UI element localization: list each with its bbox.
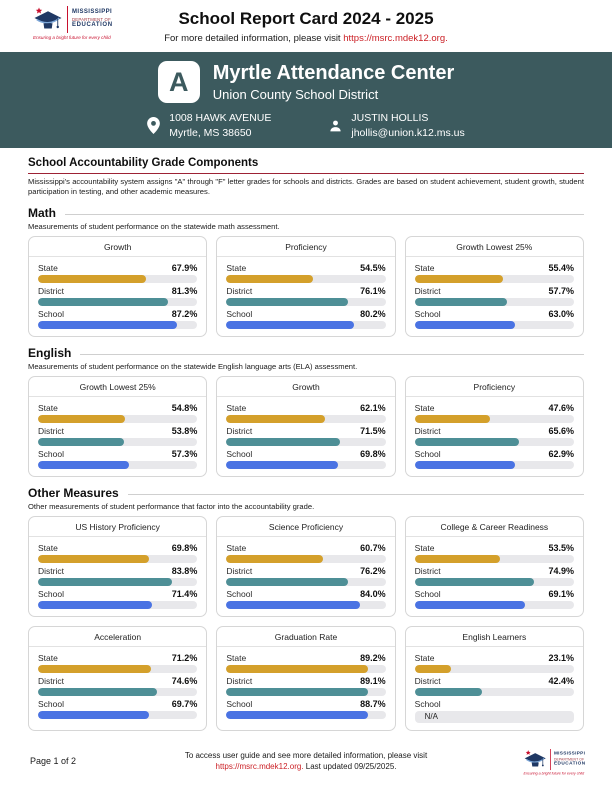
person-icon: [329, 119, 342, 133]
bar-fill-school: [226, 461, 337, 469]
card-body: [217, 397, 394, 476]
bar-track: [38, 688, 197, 696]
measure-label: District: [226, 286, 253, 297]
bar-track: [226, 275, 385, 283]
card-title: Graduation Rate: [217, 627, 394, 647]
measure-label: School: [414, 589, 441, 600]
mde-logo: [33, 6, 113, 40]
measure-value: 71.2%: [171, 653, 198, 664]
measure-value: 60.7%: [360, 543, 386, 554]
school-address: [147, 111, 271, 140]
accountability-heading: School Accountability Grade Components: [28, 157, 584, 174]
card-title: English Learners: [406, 627, 583, 647]
not-available-label: N/A: [424, 712, 438, 722]
bar-track: [38, 321, 197, 329]
card-body: [217, 257, 394, 336]
card-other-measures-acceleration: [28, 626, 207, 731]
card-math-proficiency: [216, 236, 395, 337]
card-body: [406, 537, 583, 616]
logo-tagline: Ensuring a bright future for every child: [523, 771, 585, 776]
measure-label: School: [226, 449, 253, 460]
bar-track: [38, 415, 197, 423]
card-math-growth-lowest-25: [405, 236, 584, 337]
bar-fill-school: [38, 461, 129, 469]
bar-track: [38, 298, 197, 306]
cards-grid-math: [28, 236, 584, 337]
bar-track: [226, 711, 385, 719]
measure-label: State: [414, 403, 435, 414]
measure-value: 76.2%: [360, 566, 386, 577]
measure-label: District: [414, 566, 441, 577]
bar-fill-state: [38, 665, 151, 673]
measure-value: 69.8%: [360, 449, 386, 460]
msrc-link[interactable]: https://msrc.mdek12.org.: [343, 33, 448, 44]
bar-fill-district: [38, 438, 124, 446]
card-title: Growth Lowest 25%: [29, 377, 206, 397]
measure-row-state: [226, 403, 385, 423]
measure-row-school: [38, 699, 197, 719]
bar-fill-district: [415, 298, 507, 306]
page-footer: [0, 746, 612, 786]
bar-track: [38, 275, 197, 283]
bar-fill-state: [38, 415, 125, 423]
measure-label: State: [226, 653, 247, 664]
section-rule: [65, 214, 584, 215]
measure-label: District: [38, 426, 64, 437]
bar-fill-state: [415, 275, 503, 283]
measure-row-district: [226, 566, 385, 586]
measure-row-district: [38, 426, 197, 446]
bar-fill-district: [415, 688, 483, 696]
bar-track: [415, 688, 574, 696]
bar-fill-school: [38, 711, 149, 719]
measure-row-school: [38, 449, 197, 469]
logo-divider: [67, 6, 68, 33]
measure-label: School: [38, 449, 64, 460]
measure-label: State: [38, 403, 58, 414]
measure-row-school: [226, 589, 385, 609]
bar-fill-state: [415, 665, 452, 673]
card-english-growth-lowest-25: [28, 376, 207, 477]
measure-value: 65.6%: [548, 426, 574, 437]
measure-label: District: [38, 566, 64, 577]
section-rule: [80, 354, 584, 355]
measure-value: 74.9%: [548, 566, 574, 577]
bar-track: [415, 298, 574, 306]
measure-label: School: [414, 699, 441, 710]
bar-track: [38, 555, 197, 563]
card-title: Growth: [217, 377, 394, 397]
card-other-measures-graduation-rate: [216, 626, 395, 731]
measure-value: 69.7%: [171, 699, 198, 710]
measure-label: School: [226, 309, 253, 320]
school-contact: [329, 111, 464, 140]
measure-label: District: [414, 426, 441, 437]
measure-value: 63.0%: [548, 309, 574, 320]
bar-track: [415, 438, 574, 446]
measure-label: State: [38, 263, 58, 274]
bar-fill-school: [415, 601, 525, 609]
logo-divider: [550, 749, 551, 770]
measure-row-state: [226, 653, 385, 673]
address-line1: 1008 HAWK AVENUE: [169, 112, 272, 124]
bar-fill-school: [38, 321, 177, 329]
measure-label: School: [226, 699, 253, 710]
measure-value: 84.0%: [360, 589, 386, 600]
logo-org-line1: MISSISSIPPI: [72, 9, 113, 16]
measure-value: 71.4%: [171, 589, 198, 600]
measure-row-district: [38, 566, 197, 586]
bar-fill-state: [226, 555, 323, 563]
bar-fill-school: [226, 321, 354, 329]
section-math: [28, 206, 584, 337]
measure-row-state: [38, 653, 197, 673]
measure-label: District: [226, 426, 253, 437]
mde-logo-footer: [524, 749, 586, 776]
school-banner: [0, 52, 612, 148]
measure-row-school: [415, 699, 574, 723]
bar-fill-district: [415, 578, 534, 586]
bar-track: [38, 438, 197, 446]
bar-track: [226, 415, 385, 423]
measure-value: 62.1%: [360, 403, 386, 414]
bar-track: [226, 665, 385, 673]
measure-value: 54.8%: [171, 403, 198, 414]
measure-value: 23.1%: [548, 653, 574, 664]
page-title: School Report Card 2024 - 2025: [178, 9, 434, 28]
measure-label: School: [414, 449, 441, 460]
section-title-english: English: [28, 346, 72, 361]
measure-value: 76.1%: [360, 286, 386, 297]
card-other-measures-science-proficiency: [216, 516, 395, 617]
footer-note: [151, 750, 461, 772]
contact-name: JUSTIN HOLLIS: [351, 112, 429, 124]
measure-row-district: [226, 286, 385, 306]
measure-value: 54.5%: [360, 263, 386, 274]
section-description-english: Measurements of student performance on the statewide English language arts (ELA) assessment.: [28, 362, 358, 372]
subtitle-text: For more detailed information, please visit: [164, 33, 344, 44]
section-description-other-measures: Other measurements of student performance that factor into the accountability grade.: [28, 502, 315, 512]
measure-label: State: [38, 653, 58, 664]
measure-value: 69.1%: [548, 589, 574, 600]
bar-track: [415, 665, 574, 673]
measure-value: 69.8%: [171, 543, 198, 554]
card-title: Proficiency: [406, 377, 583, 397]
bar-fill-state: [38, 555, 149, 563]
bar-fill-school: [226, 601, 360, 609]
measure-row-district: [415, 676, 574, 696]
measure-row-state: [38, 403, 197, 423]
footer-note-text: To access user guide and see more detailed information, please visit: [184, 751, 428, 760]
bar-fill-school: [415, 461, 515, 469]
logo-org-line1: MISSISSIPPI: [554, 751, 586, 757]
logo-org-line3: EDUCATION: [554, 761, 586, 767]
measure-row-district: [226, 426, 385, 446]
measure-value: 89.2%: [360, 653, 386, 664]
bar-track: [38, 665, 197, 673]
measure-value: 67.9%: [171, 263, 198, 274]
measure-label: State: [38, 543, 58, 554]
bar-fill-state: [415, 415, 491, 423]
report-sections: [28, 206, 584, 731]
card-math-growth: [28, 236, 207, 337]
measure-row-school: [415, 309, 574, 329]
card-title: US History Proficiency: [29, 517, 206, 537]
measure-label: State: [414, 653, 435, 664]
page-number: Page 1 of 2: [30, 756, 77, 766]
measure-value: 80.2%: [360, 309, 386, 320]
measure-label: School: [38, 309, 64, 320]
measure-value: 62.9%: [548, 449, 574, 460]
measure-value: 74.6%: [171, 676, 198, 687]
measure-value: 83.8%: [171, 566, 198, 577]
cards-grid-english: [28, 376, 584, 477]
measure-row-school: [38, 589, 197, 609]
card-body: [217, 647, 394, 726]
card-title: Proficiency: [217, 237, 394, 257]
accountability-grade-badge: A: [158, 61, 200, 103]
bar-fill-state: [226, 415, 325, 423]
measure-row-state: [38, 543, 197, 563]
measure-row-district: [38, 676, 197, 696]
card-body: [217, 537, 394, 616]
measure-label: State: [226, 263, 247, 274]
school-name: Myrtle Attendance Center: [212, 61, 455, 84]
bar-track: [226, 578, 385, 586]
bar-track: [415, 275, 574, 283]
graduation-cap-icon: [524, 749, 547, 770]
measure-row-district: [415, 566, 574, 586]
bar-track: [226, 555, 385, 563]
measure-value: 71.5%: [360, 426, 386, 437]
card-other-measures-college-career-readiness: [405, 516, 584, 617]
measure-label: District: [38, 676, 64, 687]
measure-value: 53.8%: [171, 426, 198, 437]
measure-value: 89.1%: [360, 676, 386, 687]
card-body: [406, 397, 583, 476]
measure-value: 42.4%: [548, 676, 574, 687]
bar-fill-district: [38, 298, 168, 306]
bar-track: [38, 578, 197, 586]
measure-value: 81.3%: [171, 286, 198, 297]
logo-org-line2: DEPARTMENT OF: [72, 16, 111, 22]
measure-row-state: [226, 543, 385, 563]
bar-track: [415, 578, 574, 586]
graduation-cap-icon: [33, 6, 63, 33]
bar-fill-school: [226, 711, 367, 719]
measure-label: District: [414, 286, 441, 297]
measure-row-district: [226, 676, 385, 696]
bar-fill-district: [38, 578, 172, 586]
footer-msrc-link[interactable]: https://msrc.mdek12.org.: [215, 762, 304, 772]
card-title: Growth Lowest 25%: [406, 237, 583, 257]
measure-value: 57.3%: [171, 449, 198, 460]
accountability-description: Mississippi's accountability system assigns "A" through "F" letter grades for schools and districts. Grades are based on student achievement, student growth, student participation in testing, and other academic measures.: [28, 177, 584, 197]
bar-fill-district: [226, 578, 347, 586]
bar-track: [415, 601, 574, 609]
card-english-proficiency: [405, 376, 584, 477]
bar-fill-district: [415, 438, 520, 446]
footer-last-updated: Last updated 09/25/2025.: [303, 762, 397, 772]
section-title-other-measures: Other Measures: [28, 486, 119, 501]
bar-track: [38, 461, 197, 469]
bar-fill-state: [415, 555, 500, 563]
measure-row-state: [415, 403, 574, 423]
measure-row-district: [415, 286, 574, 306]
district-name: Union County School District: [212, 86, 379, 102]
bar-track: [226, 461, 385, 469]
measure-row-state: [415, 543, 574, 563]
location-pin-icon: [147, 117, 160, 134]
bar-track: [226, 601, 385, 609]
section-english: [28, 346, 584, 477]
measure-label: School: [226, 589, 253, 600]
measure-label: State: [414, 263, 435, 274]
card-body: [29, 257, 206, 336]
logo-org-line2: DEPARTMENT OF: [554, 757, 585, 762]
bar-fill-district: [226, 688, 368, 696]
measure-value: 57.7%: [548, 286, 574, 297]
bar-fill-state: [226, 665, 368, 673]
measure-label: District: [38, 286, 64, 297]
measure-label: District: [226, 566, 253, 577]
measure-label: State: [226, 543, 247, 554]
bar-fill-district: [38, 688, 157, 696]
bar-track: [38, 601, 197, 609]
measure-label: District: [414, 676, 441, 687]
measure-row-school: [38, 309, 197, 329]
bar-track: [415, 321, 574, 329]
card-title: Growth: [29, 237, 206, 257]
page-header: [0, 0, 612, 52]
bar-fill-state: [38, 275, 146, 283]
measure-label: School: [414, 309, 441, 320]
bar-fill-district: [226, 298, 347, 306]
section-rule: [128, 494, 584, 495]
card-title: Acceleration: [29, 627, 206, 647]
address-line2: Myrtle, MS 38650: [169, 126, 252, 139]
measure-label: School: [38, 589, 64, 600]
card-other-measures-english-learners: [405, 626, 584, 731]
measure-value: 53.5%: [548, 543, 574, 554]
bar-track: [415, 711, 574, 723]
section-description-math: Measurements of student performance on the statewide math assessment.: [28, 222, 280, 232]
measure-value: 87.2%: [171, 309, 198, 320]
measure-row-school: [415, 449, 574, 469]
card-title: Science Proficiency: [217, 517, 394, 537]
bar-track: [226, 688, 385, 696]
section-title-math: Math: [28, 206, 56, 221]
bar-track: [415, 555, 574, 563]
card-body: [29, 647, 206, 726]
card-other-measures-us-history-proficiency: [28, 516, 207, 617]
card-english-growth: [216, 376, 395, 477]
bar-track: [415, 461, 574, 469]
logo-org-line3: EDUCATION: [72, 22, 113, 29]
measure-row-school: [226, 699, 385, 719]
cards-grid-other-measures: [28, 516, 584, 731]
measure-label: District: [226, 676, 253, 687]
measure-label: State: [226, 403, 247, 414]
measure-row-school: [226, 449, 385, 469]
measure-row-state: [226, 263, 385, 283]
measure-row-state: [38, 263, 197, 283]
measure-row-state: [415, 653, 574, 673]
measure-label: State: [414, 543, 435, 554]
measure-row-state: [415, 263, 574, 283]
bar-track: [226, 298, 385, 306]
bar-fill-state: [226, 275, 313, 283]
card-body: [29, 537, 206, 616]
bar-track: [38, 711, 197, 719]
bar-track: [226, 321, 385, 329]
measure-label: School: [38, 699, 64, 710]
card-title: College & Career Readiness: [406, 517, 583, 537]
measure-row-district: [415, 426, 574, 446]
card-body: [406, 647, 583, 730]
bar-fill-school: [415, 321, 515, 329]
card-body: [406, 257, 583, 336]
bar-fill-district: [226, 438, 340, 446]
measure-row-school: [415, 589, 574, 609]
report-content: [28, 148, 584, 731]
measure-value: 88.7%: [360, 699, 386, 710]
section-other-measures: [28, 486, 584, 731]
bar-track: [226, 438, 385, 446]
bar-track: [415, 415, 574, 423]
logo-tagline: Ensuring a bright future for every child: [33, 35, 111, 40]
measure-row-school: [226, 309, 385, 329]
bar-fill-school: [38, 601, 152, 609]
measure-value: 47.6%: [548, 403, 574, 414]
measure-value: 55.4%: [548, 263, 574, 274]
card-body: [29, 397, 206, 476]
measure-row-district: [38, 286, 197, 306]
contact-email: jhollis@union.k12.ms.us: [351, 126, 465, 139]
